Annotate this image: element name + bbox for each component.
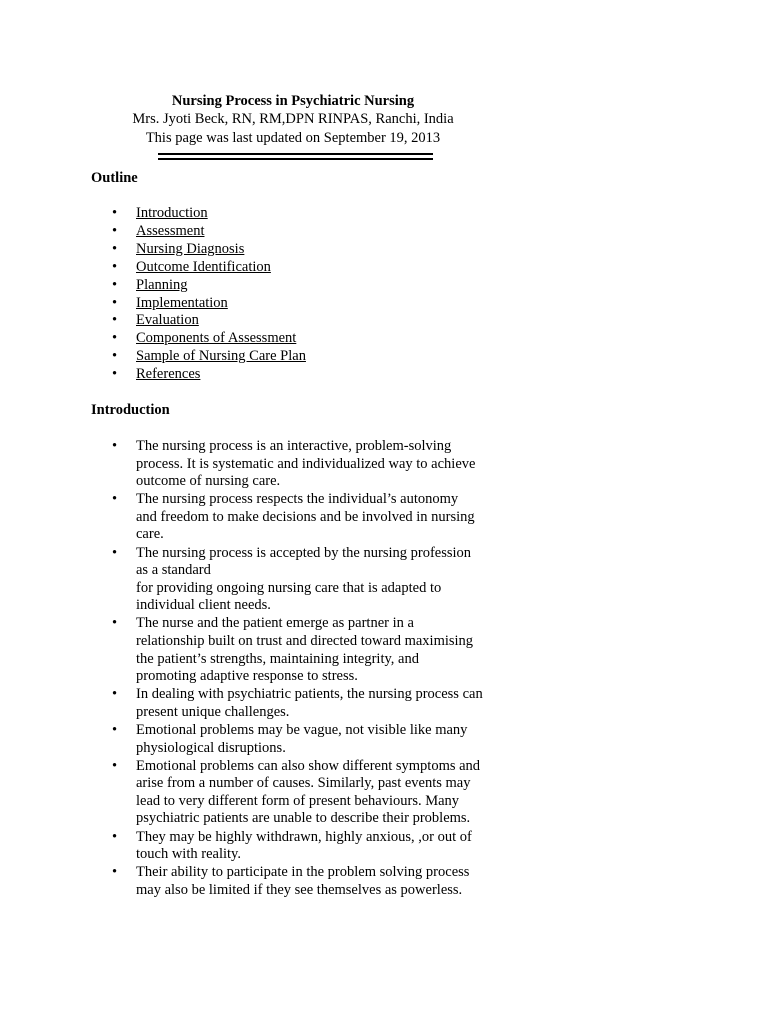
- paragraph-line: The nursing process respects the individual’s autonomy: [136, 491, 459, 508]
- bullet-icon: •: [112, 757, 118, 774]
- bullet-icon: •: [112, 294, 118, 311]
- paragraph-line: physiological disruptions.: [136, 739, 286, 756]
- bullet-icon: •: [112, 864, 118, 881]
- outline-item: [91, 277, 491, 295]
- bullet-icon: •: [112, 276, 118, 293]
- outline-link-assessment[interactable]: Assessment: [136, 222, 205, 239]
- outline-link-sample-care-plan[interactable]: Sample of Nursing Care Plan: [136, 348, 306, 365]
- last-updated-line: This page was last updated on September 19, 2013: [145, 130, 441, 146]
- paragraph-line: and freedom to make decisions and be involved in nursing: [136, 508, 475, 525]
- bullet-icon: •: [112, 312, 118, 329]
- paragraph-line: present unique challenges.: [136, 703, 290, 720]
- bullet-icon: •: [112, 491, 118, 508]
- outline-item: [91, 366, 491, 384]
- list-item: [91, 491, 506, 544]
- paragraph-line: lead to very different form of present behaviours. Many: [136, 792, 460, 809]
- list-item: [91, 829, 506, 864]
- outline-item: [91, 223, 491, 241]
- outline-link-planning[interactable]: Planning: [136, 276, 188, 293]
- bullet-icon: •: [112, 544, 118, 561]
- paragraph-line: psychiatric patients are unable to describe their problems.: [136, 810, 471, 827]
- outline-item: [91, 312, 491, 330]
- outline-link-references[interactable]: References: [136, 366, 201, 383]
- paragraph-line: In dealing with psychiatric patients, the nursing process can: [136, 686, 483, 703]
- list-item: [91, 545, 506, 615]
- list-item: [91, 438, 506, 491]
- introduction-heading: Introduction: [91, 402, 170, 418]
- list-item: [91, 758, 506, 828]
- author-line: Mrs. Jyoti Beck, RN, RM,DPN RINPAS, Ranchi, India: [132, 111, 454, 127]
- paragraph-line: process. It is systematic and individualized way to achieve: [136, 455, 476, 472]
- bullet-icon: •: [112, 615, 118, 632]
- bullet-icon: •: [112, 722, 118, 738]
- list-item: [91, 864, 506, 899]
- list-item: [91, 686, 506, 721]
- outline-item: [91, 259, 491, 277]
- divider-bottom: [158, 158, 433, 160]
- paragraph-line: The nurse and the patient emerge as partner in a: [136, 615, 414, 632]
- outline-link-outcome-identification[interactable]: Outcome Identification: [136, 258, 271, 275]
- divider-top: [158, 153, 433, 155]
- bullet-icon: •: [112, 366, 118, 383]
- paragraph-line: relationship built on trust and directed toward maximising: [136, 633, 474, 650]
- paragraph-line: may also be limited if they see themselves as powerless.: [136, 881, 463, 898]
- outline-link-nursing-diagnosis[interactable]: Nursing Diagnosis: [136, 240, 245, 257]
- paragraph-line: for providing ongoing nursing care that is adapted to: [136, 579, 442, 596]
- bullet-icon: •: [112, 222, 118, 239]
- outline-link-introduction[interactable]: Introduction: [136, 205, 208, 221]
- outline-item: [91, 348, 491, 366]
- introduction-list: [91, 438, 506, 900]
- bullet-icon: •: [112, 686, 118, 703]
- list-item: [91, 722, 506, 757]
- outline-item: [91, 205, 491, 223]
- outline-heading: Outline: [91, 170, 138, 186]
- outline-link-implementation[interactable]: Implementation: [136, 294, 228, 311]
- paragraph-line: promoting adaptive response to stress.: [136, 668, 358, 685]
- outline-link-components-of-assessment[interactable]: Components of Assessment: [136, 330, 297, 347]
- paragraph-line: individual client needs.: [136, 597, 271, 614]
- paragraph-line: Emotional problems can also show different symptoms and: [136, 757, 481, 774]
- bullet-icon: •: [112, 330, 118, 347]
- paragraph-line: outcome of nursing care.: [136, 473, 281, 490]
- paragraph-line: The nursing process is accepted by the nursing profession: [136, 544, 472, 561]
- bullet-icon: •: [112, 258, 118, 275]
- list-item: [91, 615, 506, 685]
- paragraph-line: Emotional problems may be vague, not visible like many: [136, 722, 468, 738]
- bullet-icon: •: [112, 205, 118, 221]
- paragraph-line: as a standard: [136, 562, 211, 579]
- paragraph-line: care.: [136, 526, 164, 543]
- bullet-icon: •: [112, 240, 118, 257]
- paragraph-line: Their ability to participate in the problem solving process: [136, 864, 470, 881]
- outline-list: [91, 205, 491, 384]
- paragraph-line: the patient’s strengths, maintaining integrity, and: [136, 650, 419, 667]
- paragraph-line: They may be highly withdrawn, highly anxious, ,or out of: [136, 828, 472, 845]
- paragraph-line: The nursing process is an interactive, problem-solving: [136, 438, 452, 454]
- outline-link-evaluation[interactable]: Evaluation: [136, 312, 199, 329]
- paragraph-line: arise from a number of causes. Similarly, past events may: [136, 775, 471, 792]
- outline-item: [91, 241, 491, 259]
- outline-item: [91, 295, 491, 313]
- paragraph-line: touch with reality.: [136, 846, 241, 863]
- bullet-icon: •: [112, 828, 118, 845]
- outline-item: [91, 330, 491, 348]
- bullet-icon: •: [112, 438, 118, 454]
- bullet-icon: •: [112, 348, 118, 365]
- document-title: Nursing Process in Psychiatric Nursing: [171, 93, 415, 109]
